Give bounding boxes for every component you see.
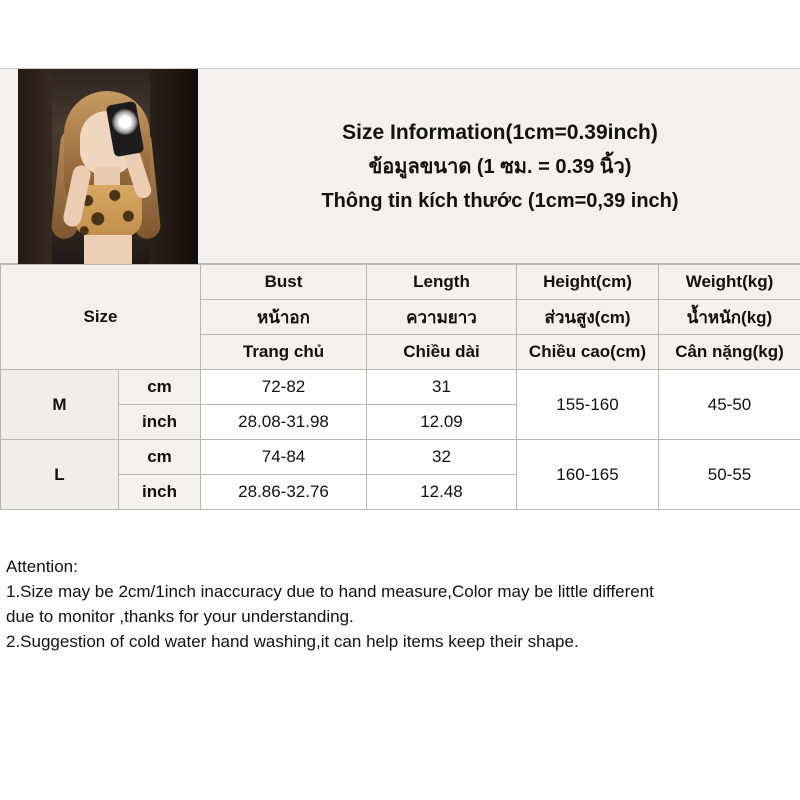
cell-bust-inch-m: 28.08-31.98 bbox=[201, 405, 367, 440]
header-weight-en: Weight(kg) bbox=[659, 265, 800, 300]
header-height-vi: Chiều cao(cm) bbox=[517, 335, 659, 370]
cell-length-cm-l: 32 bbox=[367, 440, 517, 475]
title-vietnamese: Thông tin kích thước (1cm=0,39 inch) bbox=[321, 190, 679, 212]
cell-bust-cm-l: 74-84 bbox=[201, 440, 367, 475]
cell-weight-m: 45-50 bbox=[659, 370, 800, 440]
header-length-vi: Chiều dài bbox=[367, 335, 517, 370]
header-weight-vi: Cân nặng(kg) bbox=[659, 335, 800, 370]
model-photo bbox=[18, 69, 198, 265]
attention-line-1: 1.Size may be 2cm/1inch inaccuracy due to hand measure,Color may be little different bbox=[6, 582, 654, 601]
attention-line-3: 2.Suggestion of cold water hand washing,it can help items keep their shape. bbox=[6, 632, 579, 651]
cell-bust-cm-m: 72-82 bbox=[201, 370, 367, 405]
torso bbox=[84, 235, 132, 265]
row-size-l: L bbox=[1, 440, 119, 510]
header-length-en: Length bbox=[367, 265, 517, 300]
header-size-label: Size bbox=[1, 265, 201, 370]
row-unit-inch-l: inch bbox=[119, 475, 201, 510]
size-table bbox=[0, 264, 800, 510]
cell-height-m: 155-160 bbox=[517, 370, 659, 440]
table-header-row-en bbox=[1, 265, 800, 300]
header-length-th: ความยาว bbox=[367, 300, 517, 335]
photo-background-right bbox=[150, 69, 198, 265]
title-thai: ข้อมูลขนาด (1 ซม. = 0.39 นิ้ว) bbox=[368, 156, 632, 178]
row-unit-cm-l: cm bbox=[119, 440, 201, 475]
title-english: Size Information(1cm=0.39inch) bbox=[342, 121, 658, 144]
cell-weight-l: 50-55 bbox=[659, 440, 800, 510]
cell-length-inch-l: 12.48 bbox=[367, 475, 517, 510]
row-size-m: M bbox=[1, 370, 119, 440]
header-bust-th: หน้าอก bbox=[201, 300, 367, 335]
cell-length-inch-m: 12.09 bbox=[367, 405, 517, 440]
cell-height-l: 160-165 bbox=[517, 440, 659, 510]
table-row bbox=[1, 370, 800, 405]
table-row bbox=[1, 440, 800, 475]
attention-heading: Attention: bbox=[6, 557, 78, 576]
cell-length-cm-m: 31 bbox=[367, 370, 517, 405]
header-weight-th: น้ำหนัก(kg) bbox=[659, 300, 800, 335]
header-bust-vi: Trang chủ bbox=[201, 335, 367, 370]
header-banner bbox=[0, 68, 800, 264]
header-bust-en: Bust bbox=[201, 265, 367, 300]
title-block bbox=[200, 69, 800, 265]
header-height-en: Height(cm) bbox=[517, 265, 659, 300]
attention-block bbox=[0, 546, 800, 654]
cell-bust-inch-l: 28.86-32.76 bbox=[201, 475, 367, 510]
header-height-th: ส่วนสูง(cm) bbox=[517, 300, 659, 335]
row-unit-inch-m: inch bbox=[119, 405, 201, 440]
row-unit-cm-m: cm bbox=[119, 370, 201, 405]
attention-line-2: due to monitor ,thanks for your understanding. bbox=[6, 607, 354, 626]
